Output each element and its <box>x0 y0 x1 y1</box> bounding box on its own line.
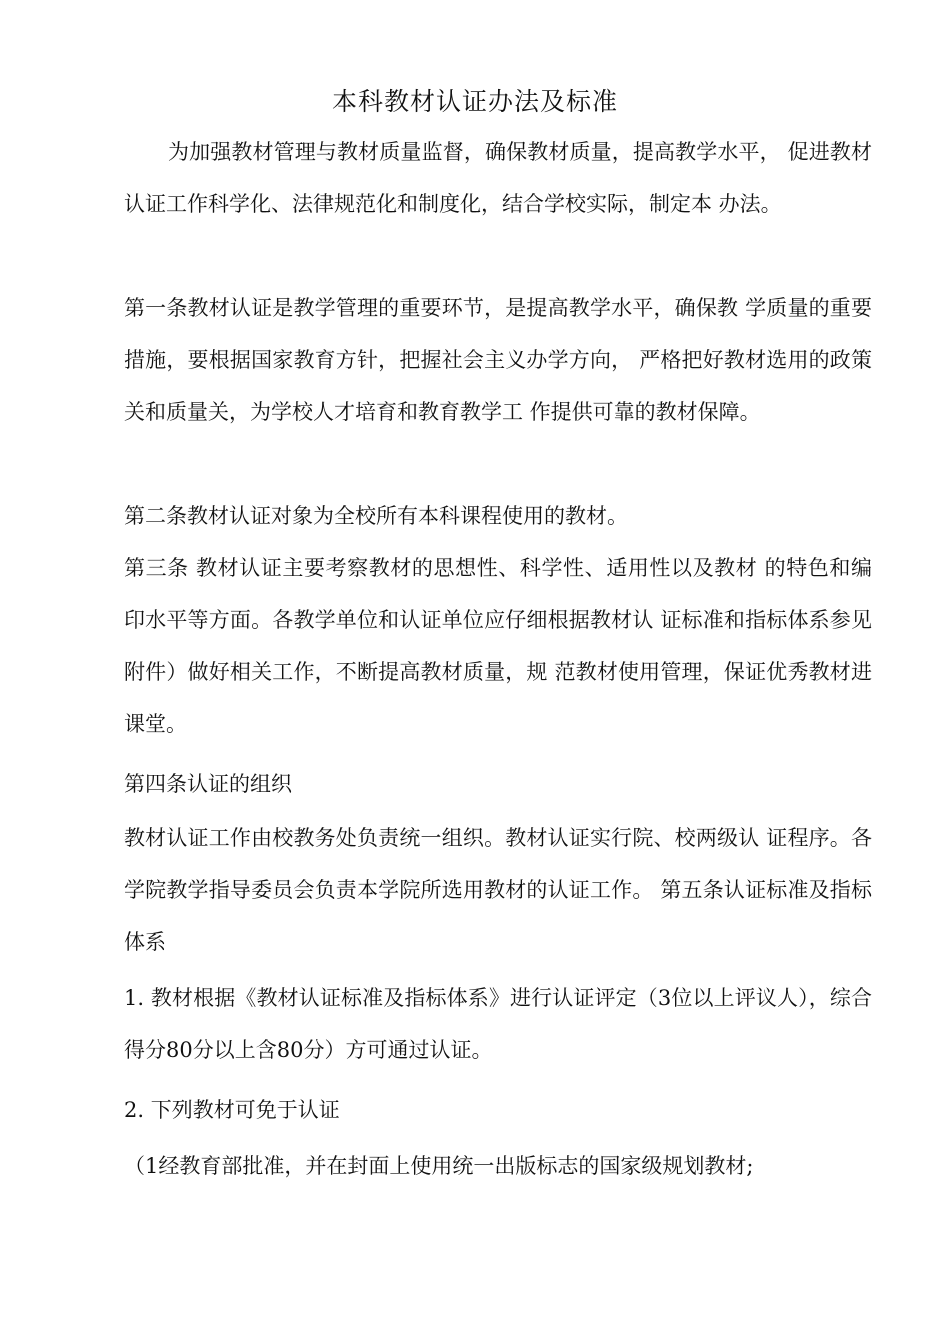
intro-paragraph: 为加强教材管理与教材质量监督，确保教材质量，提高教学水平， 促进教材认证工作科学化、法律规范化和制度化，结合学校实际，制定本 办法。 <box>124 140 872 216</box>
item-1-paragraph: 1. 教材根据《教材认证标准及指标体系》进行认证评定（3位以上评议人），综合得分80分以上含80分）方可通过认证。 <box>124 986 872 1062</box>
item-2-paragraph: 2. 下列教材可免于认证 <box>124 1098 340 1122</box>
article-4-paragraph: 教材认证工作由校教务处负责统一组织。教材认证实行院、校两级认 证程序。各学院教学指导委员会负责本学院所选用教材的认证工作。 第五条认证标准及指标体系 <box>124 826 872 954</box>
article-3-paragraph: 第三条 教材认证主要考察教材的思想性、科学性、适用性以及教材 的特色和编印水平等方面。各教学单位和认证单位应仔细根据教材认 证标准和指标体系参见附件）做好相关工作，不断提高教材质量，规 范教材使用管理，保证优秀教材进课堂。 <box>124 556 872 736</box>
subitem-1-paragraph: （1经教育部批准，并在封面上使用统一出版标志的国家级规划教材; <box>124 1154 754 1178</box>
document-title: 本科教材认证办法及标准 <box>331 87 618 116</box>
article-4-heading: 第四条认证的组织 <box>124 772 292 796</box>
article-2-paragraph: 第二条教材认证对象为全校所有本科课程使用的教材。 <box>124 504 628 528</box>
article-1-paragraph: 第一条教材认证是教学管理的重要环节，是提高教学水平，确保教 学质量的重要措施，要根据国家教育方针，把握社会主义办学方向， 严格把好教材选用的政策关和质量关，为学校人才培育和教育教学工 作提供可靠的教材保障。 <box>124 296 872 424</box>
